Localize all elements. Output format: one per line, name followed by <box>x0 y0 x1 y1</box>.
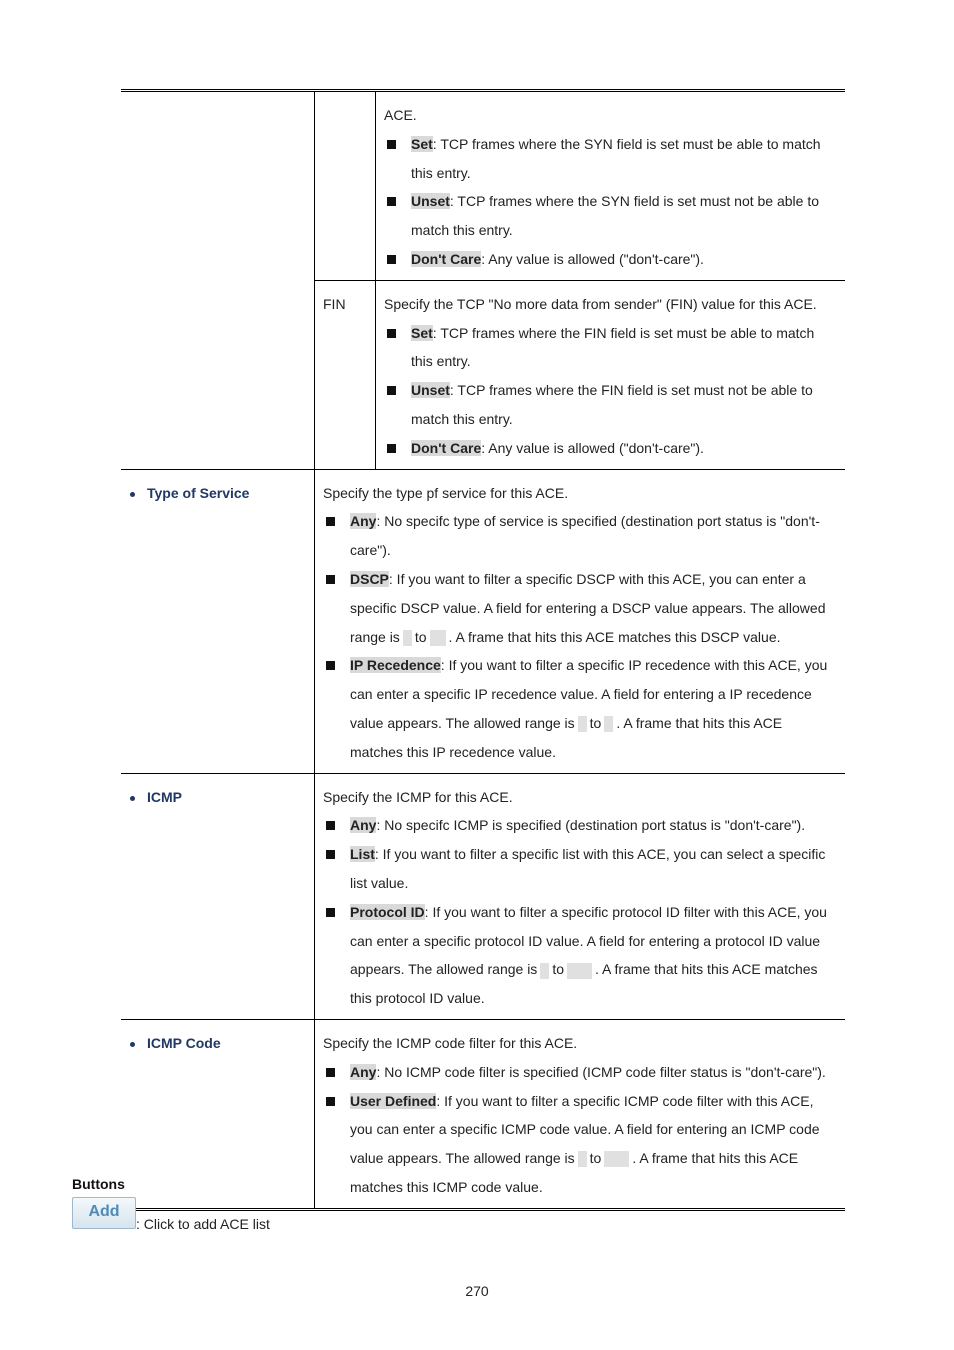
syn-intro: ACE. <box>384 107 417 123</box>
range-max-box <box>604 1151 629 1167</box>
square-bullet-icon <box>326 908 335 917</box>
list-item: Any: No specifc ICMP is specified (destination port status is "don't-care"). <box>323 811 837 840</box>
syn-description <box>376 92 846 280</box>
list-item: Set: TCP frames where the SYN field is set must be able to match this entry. <box>384 130 837 188</box>
icmp-code-intro: Specify the ICMP code filter for this ACE. <box>323 1034 578 1051</box>
list-item: Unset: TCP frames where the FIN field is set must not be able to match this entry. <box>384 376 837 434</box>
empty-param-cell <box>121 92 315 280</box>
square-bullet-icon <box>387 197 396 206</box>
list-item: Any: No ICMP code filter is specified (ICMP code filter status is "don't-care"). <box>323 1058 837 1087</box>
bullet-dot-icon <box>130 492 135 497</box>
list-item: DSCP: If you want to filter a specific DSCP with this ACE, you can enter a specific DSCP value. A field for entering a DSCP value appears. The allowed range is to . A frame that hits this ACE matches this DSCP value. <box>323 565 837 651</box>
list-item: Don't Care: Any value is allowed ("don't-care"). <box>384 245 837 274</box>
list-item: Any: No specifc type of service is specified (destination port status is "don't-care"). <box>323 507 837 565</box>
icmp-code-label: ICMP Code <box>147 1034 221 1051</box>
square-bullet-icon <box>387 140 396 149</box>
square-bullet-icon <box>326 850 335 859</box>
parameter-table <box>121 89 845 1211</box>
icmp-intro: Specify the ICMP for this ACE. <box>323 788 513 805</box>
icmp-code-description <box>315 1019 846 1207</box>
square-bullet-icon <box>326 661 335 670</box>
icmp-code-param-cell <box>121 1019 315 1207</box>
square-bullet-icon <box>326 575 335 584</box>
square-bullet-icon <box>326 517 335 526</box>
range-max-box <box>567 963 592 979</box>
empty-param-cell <box>121 280 315 469</box>
range-min-box <box>578 716 587 732</box>
list-item: Unset: TCP frames where the SYN field is set must not be able to match this entry. <box>384 187 837 245</box>
square-bullet-icon <box>387 329 396 338</box>
tos-param-cell <box>121 469 315 773</box>
add-description: : Click to add ACE list <box>136 1216 270 1232</box>
list-item: Protocol ID: If you want to filter a specific protocol ID filter with this ACE, you can enter a specific protocol ID value. A field for entering a protocol ID value appears. The allowed range is to . A frame that hits this ACE matches this protocol ID value. <box>323 898 837 1013</box>
fin-description <box>376 280 846 469</box>
page-number: 270 <box>465 1283 489 1299</box>
range-min-box <box>578 1151 587 1167</box>
list-item: Don't Care: Any value is allowed ("don't-care"). <box>384 434 837 463</box>
list-item: Set: TCP frames where the FIN field is set must be able to match this entry. <box>384 319 837 377</box>
square-bullet-icon <box>387 386 396 395</box>
square-bullet-icon <box>326 821 335 830</box>
icmp-label: ICMP <box>147 788 182 805</box>
empty-subparam-cell <box>315 92 376 280</box>
bullet-dot-icon <box>130 1042 135 1047</box>
tos-description <box>315 469 846 773</box>
add-button[interactable]: Add <box>72 1197 136 1229</box>
table-bottom-rule <box>121 1208 845 1211</box>
bullet-dot-icon <box>130 796 135 801</box>
fin-label-cell <box>315 280 376 469</box>
icmp-param-cell <box>121 773 315 1019</box>
buttons-heading: Buttons <box>72 1176 125 1192</box>
fin-label: FIN <box>323 295 346 312</box>
tos-intro: Specify the type pf service for this ACE. <box>323 484 569 501</box>
square-bullet-icon <box>326 1097 335 1106</box>
range-min-box <box>540 963 549 979</box>
square-bullet-icon <box>326 1068 335 1077</box>
list-item: List: If you want to filter a specific list with this ACE, you can select a specific list value. <box>323 840 837 898</box>
fin-intro: Specify the TCP "No more data from sender" (FIN) value for this ACE. <box>384 295 817 312</box>
list-item: IP Recedence: If you want to filter a specific IP recedence with this ACE, you can enter a specific IP recedence value. A field for entering a IP recedence value appears. The allowed range is to . A frame that hits this ACE matches this IP recedence value. <box>323 651 837 766</box>
range-max-box <box>604 716 613 732</box>
square-bullet-icon <box>387 255 396 264</box>
tos-label: Type of Service <box>147 484 250 501</box>
icmp-description <box>315 773 846 1019</box>
range-min-box <box>403 630 412 646</box>
square-bullet-icon <box>387 444 396 453</box>
range-max-box <box>430 630 446 646</box>
list-item: User Defined: If you want to filter a specific ICMP code filter with this ACE, you can enter a specific ICMP code value. A field for entering an ICMP code value appears. The allowed range is to . A frame that hits this ACE matches this ICMP code value. <box>323 1087 837 1202</box>
